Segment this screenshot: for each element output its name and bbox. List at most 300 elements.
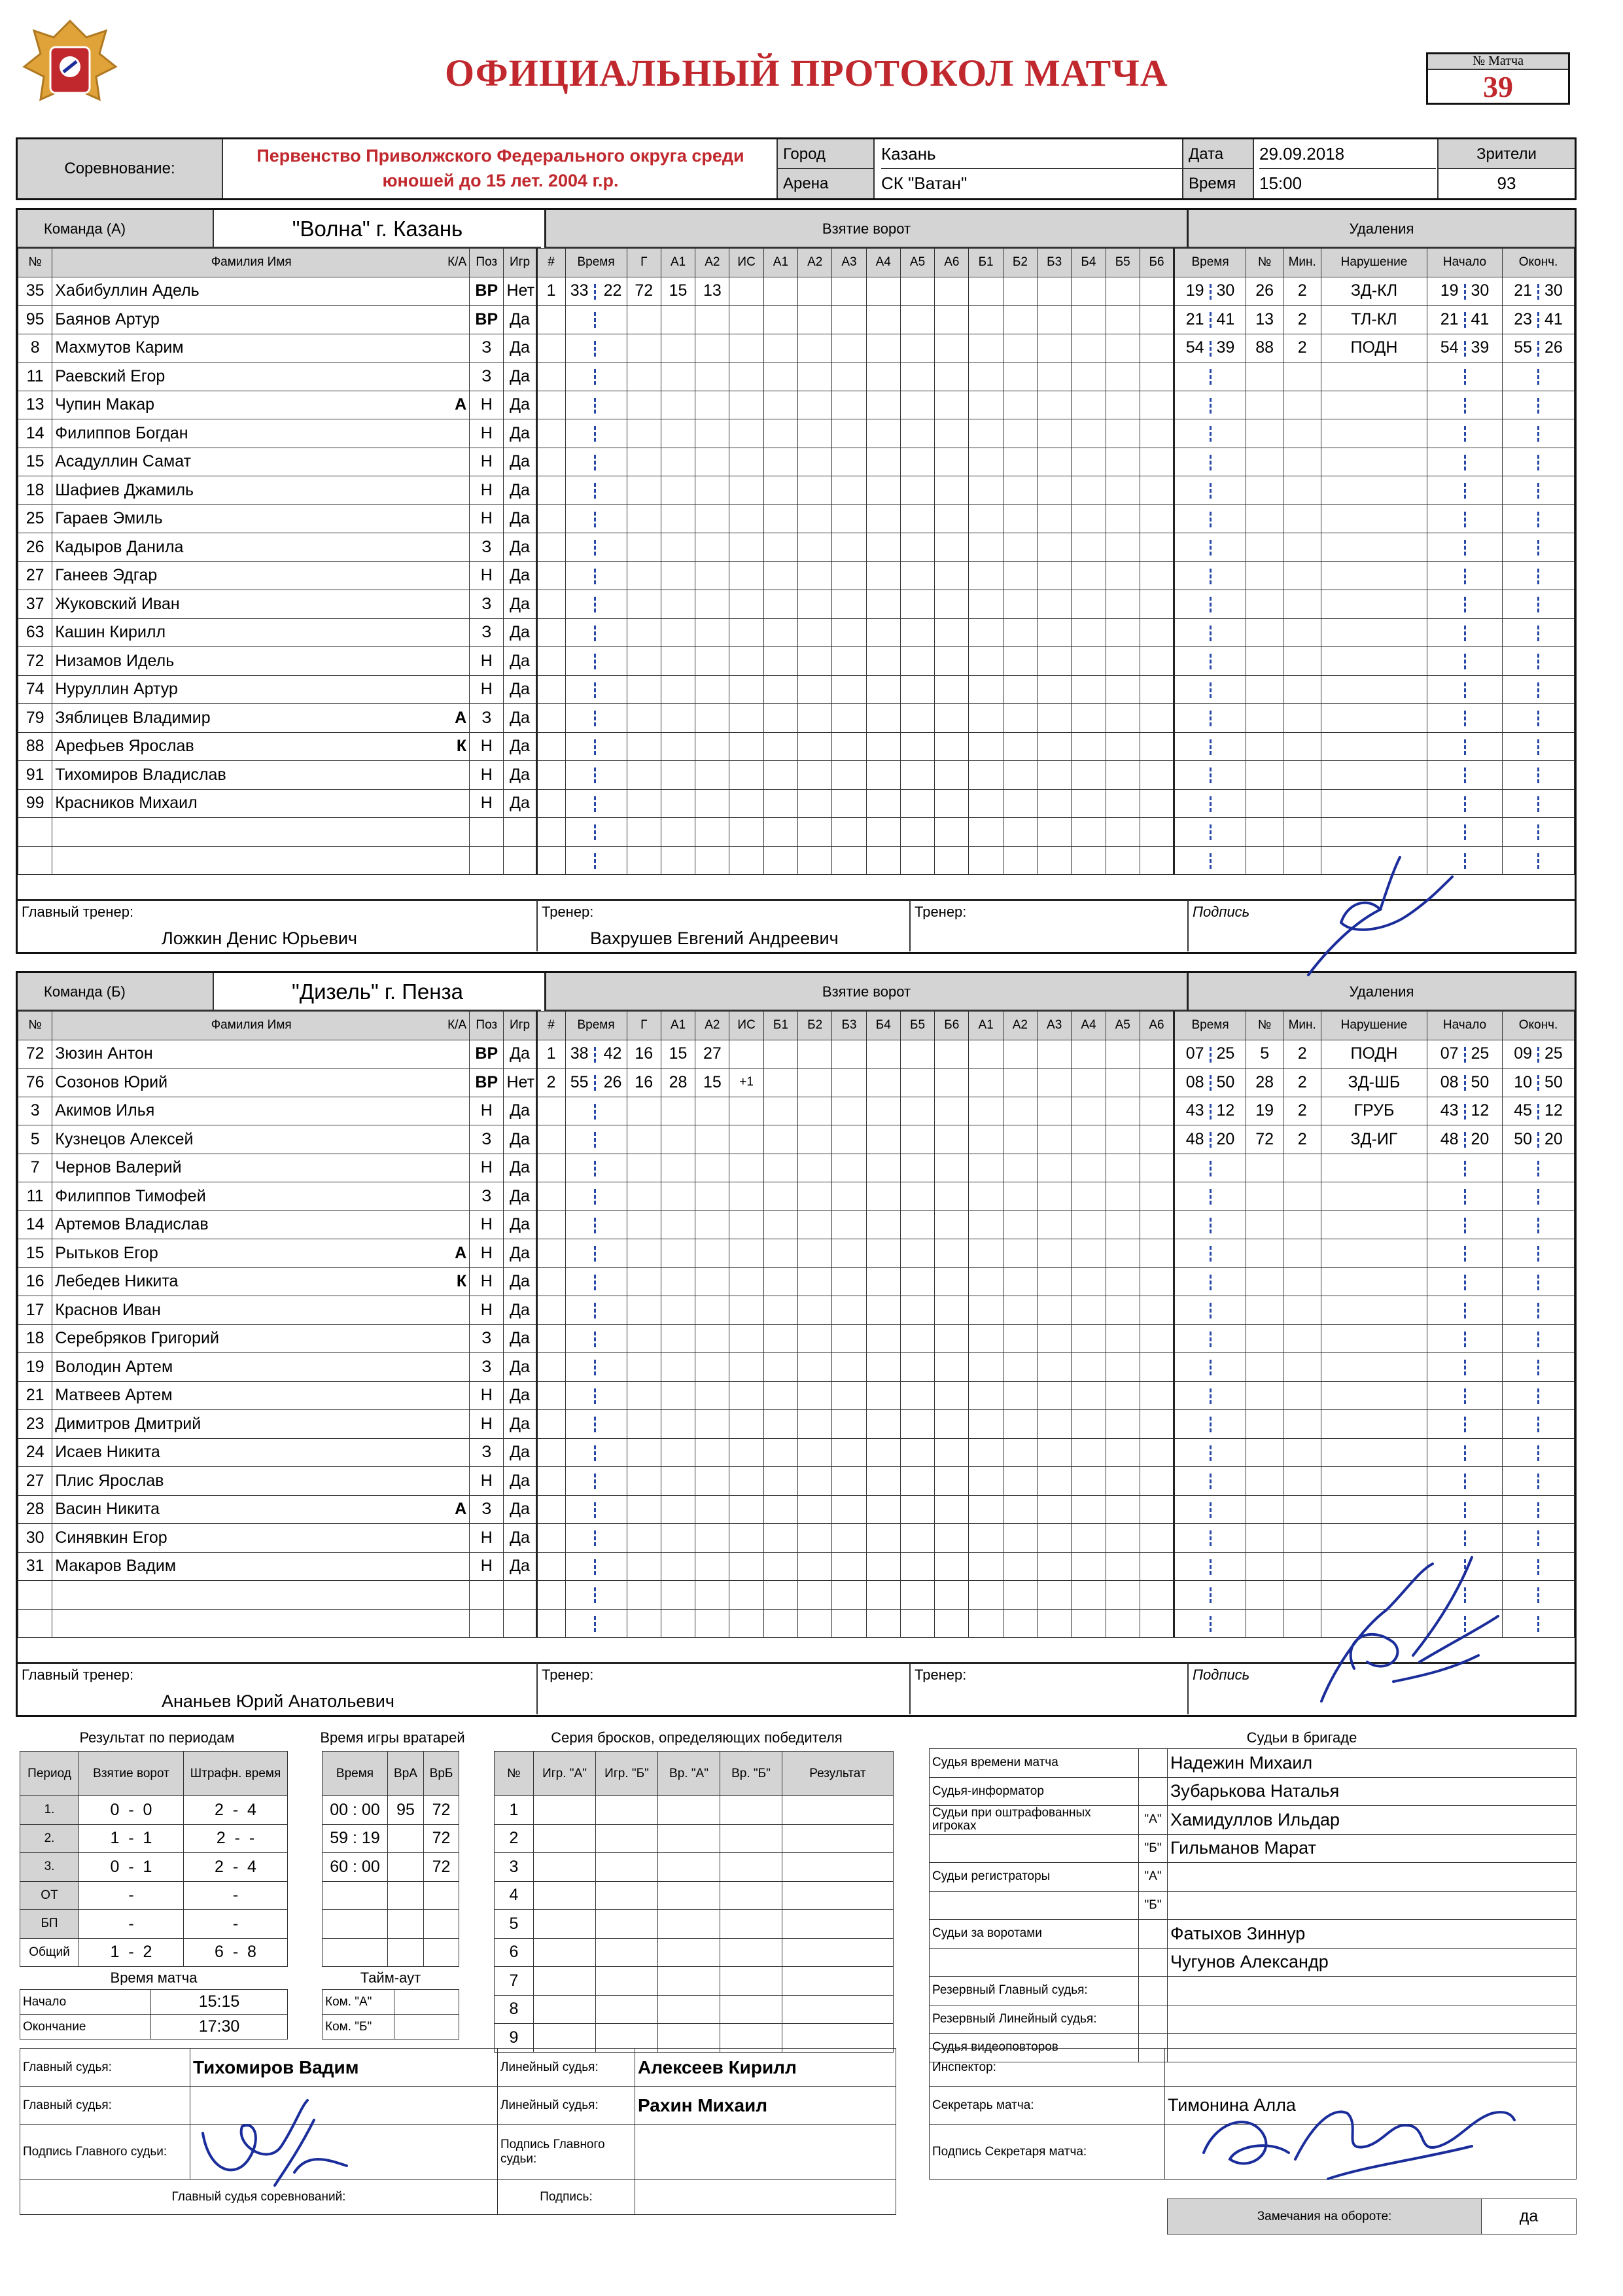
head-coach: Ананьев Юрий Анатольевич bbox=[162, 1693, 394, 1710]
player-number: 79 bbox=[18, 704, 52, 733]
penalty-minutes bbox=[1283, 533, 1321, 562]
penalty-violation: ПОДН bbox=[1321, 334, 1427, 362]
goal-situation bbox=[729, 1324, 763, 1353]
player-position: ВР bbox=[470, 1069, 504, 1097]
goalie-col-time: Время bbox=[323, 1752, 388, 1796]
penalty-violation: ЗД-ШБ bbox=[1321, 1069, 1427, 1097]
penalty-start bbox=[1427, 1410, 1503, 1439]
goal-situation bbox=[729, 1125, 763, 1154]
goal-assist-2 bbox=[695, 732, 729, 761]
periods-table bbox=[20, 1751, 288, 1967]
penalty-violation bbox=[1321, 1381, 1427, 1410]
shootout-no: 6 bbox=[495, 1938, 534, 1967]
team_a-row bbox=[18, 334, 1575, 362]
goal-scorer bbox=[627, 391, 661, 419]
team_a-row bbox=[18, 732, 1575, 761]
goalie-time: 60 : 00 bbox=[323, 1853, 388, 1882]
col-pen-0: Время bbox=[1174, 1012, 1246, 1040]
player-number: 5 bbox=[18, 1125, 52, 1154]
player-played: Да bbox=[504, 590, 536, 619]
penalty-violation: ТЛ-КЛ bbox=[1321, 306, 1427, 334]
goal-scorer: 16 bbox=[627, 1069, 661, 1097]
player-position: ВР bbox=[470, 1040, 504, 1069]
penalty-player bbox=[1246, 761, 1283, 790]
team_a-row bbox=[18, 618, 1575, 647]
goal-assist-2 bbox=[695, 1324, 729, 1353]
official-tag: "Б" bbox=[1139, 1891, 1168, 1920]
goal-situation bbox=[729, 1609, 763, 1638]
goalie-time bbox=[323, 1910, 388, 1939]
col-lineup-10: А5 bbox=[1106, 1012, 1140, 1040]
penalty-start bbox=[1427, 448, 1503, 476]
goal-time bbox=[565, 1296, 627, 1325]
col-played: Игр bbox=[504, 249, 536, 277]
goal-no bbox=[536, 1381, 565, 1410]
penalty-violation bbox=[1321, 647, 1427, 676]
penalty-start bbox=[1427, 818, 1503, 847]
col-pen-2: Мин. bbox=[1283, 249, 1321, 277]
shootout-col-5: Результат bbox=[782, 1752, 894, 1796]
goal-situation bbox=[729, 789, 763, 818]
player-played: Да bbox=[504, 1410, 536, 1439]
penalty-start bbox=[1427, 504, 1503, 533]
penalty-end bbox=[1503, 1324, 1575, 1353]
col-lineup-8: Б3 bbox=[1038, 249, 1072, 277]
penalty-violation bbox=[1321, 590, 1427, 619]
goal-assist-2: 27 bbox=[695, 1040, 729, 1069]
goal-assist-2 bbox=[695, 1125, 729, 1154]
player-position: Н bbox=[470, 1296, 504, 1325]
player-position: Н bbox=[470, 448, 504, 476]
penalty-time: 19 30 bbox=[1174, 277, 1246, 306]
penalty-end bbox=[1503, 504, 1575, 533]
player-name: Кузнецов Алексей bbox=[52, 1125, 470, 1154]
penalty-minutes bbox=[1283, 391, 1321, 419]
goal-assist-1 bbox=[661, 732, 695, 761]
team_a-label: Команда (А) bbox=[18, 210, 214, 248]
team_b-row bbox=[18, 1125, 1575, 1154]
period-pim: 2 - - bbox=[184, 1824, 288, 1853]
col-lineup-11: А6 bbox=[1140, 1012, 1174, 1040]
goalie-b bbox=[424, 1938, 459, 1967]
player-number: 11 bbox=[18, 1182, 52, 1211]
penalty-player bbox=[1246, 1467, 1283, 1496]
player-name: Лебедев Никита К bbox=[52, 1267, 470, 1296]
player-name: Жуковский Иван bbox=[52, 590, 470, 619]
team_a-row bbox=[18, 362, 1575, 391]
penalty-time bbox=[1174, 1410, 1246, 1439]
goal-time bbox=[565, 533, 627, 562]
official-row bbox=[930, 1806, 1577, 1835]
penalty-end bbox=[1503, 1381, 1575, 1410]
goal-assist-1 bbox=[661, 448, 695, 476]
period-pim: - bbox=[184, 1881, 288, 1910]
player-name: Плис Ярослав bbox=[52, 1467, 470, 1496]
player-played: Да bbox=[504, 704, 536, 733]
penalty-start: 21 41 bbox=[1427, 306, 1503, 334]
goal-situation bbox=[729, 675, 763, 704]
team_b-row bbox=[18, 1097, 1575, 1125]
penalty-minutes bbox=[1283, 419, 1321, 448]
team_b-row bbox=[18, 1267, 1575, 1296]
penalty-time: 07 25 bbox=[1174, 1040, 1246, 1069]
match-end-label: Окончание bbox=[20, 2015, 151, 2040]
penalty-start bbox=[1427, 533, 1503, 562]
official-name bbox=[1168, 1863, 1577, 1892]
penalty-violation bbox=[1321, 476, 1427, 505]
goal-scorer: 16 bbox=[627, 1040, 661, 1069]
penalty-end: 23 41 bbox=[1503, 306, 1575, 334]
goal-assist-2 bbox=[695, 789, 729, 818]
player-name: Раевский Егор bbox=[52, 362, 470, 391]
penalty-start bbox=[1427, 1296, 1503, 1325]
official-name bbox=[1168, 1977, 1577, 2005]
official-tag: "Б" bbox=[1139, 1834, 1168, 1863]
goal-situation bbox=[729, 533, 763, 562]
goal-time bbox=[565, 647, 627, 676]
goal-situation bbox=[729, 1296, 763, 1325]
penalty-violation bbox=[1321, 419, 1427, 448]
penalty-player: 88 bbox=[1246, 334, 1283, 362]
player-name: Рытьков Егор А bbox=[52, 1239, 470, 1268]
penalty-start bbox=[1427, 476, 1503, 505]
goal-assist-1 bbox=[661, 1125, 695, 1154]
penalty-player: 26 bbox=[1246, 277, 1283, 306]
col-name: Фамилия Имя К/А bbox=[52, 249, 470, 277]
goal-no: 1 bbox=[536, 1040, 565, 1069]
official-row bbox=[930, 1834, 1577, 1863]
player-position: Н bbox=[470, 476, 504, 505]
goal-situation bbox=[729, 1267, 763, 1296]
goal-assist-2 bbox=[695, 846, 729, 875]
penalty-player: 13 bbox=[1246, 306, 1283, 334]
shootout-col-3: Вр. "А" bbox=[658, 1752, 720, 1796]
goal-situation bbox=[729, 1495, 763, 1524]
goal-time bbox=[565, 362, 627, 391]
goalie-b bbox=[424, 1910, 459, 1939]
team_a-trainer2-box bbox=[911, 899, 1189, 951]
goal-scorer bbox=[627, 1239, 661, 1268]
goal-time bbox=[565, 1609, 627, 1638]
penalty-end bbox=[1503, 618, 1575, 647]
periods-col-goals: Взятие ворот bbox=[79, 1752, 184, 1796]
player-name: Краснов Иван bbox=[52, 1296, 470, 1325]
penalty-end bbox=[1503, 1154, 1575, 1182]
goal-assist-1 bbox=[661, 1467, 695, 1496]
chief-sign-label: Подпись: bbox=[498, 2180, 635, 2215]
player-position: ВР bbox=[470, 306, 504, 334]
team_b-row bbox=[18, 1324, 1575, 1353]
goal-scorer bbox=[627, 846, 661, 875]
player-name: Кашин Кирилл bbox=[52, 618, 470, 647]
goal-time bbox=[565, 1154, 627, 1182]
penalty-end bbox=[1503, 533, 1575, 562]
player-position: Н bbox=[470, 761, 504, 790]
goal-assist-1 bbox=[661, 533, 695, 562]
team_b-row bbox=[18, 1438, 1575, 1467]
goal-assist-1 bbox=[661, 1353, 695, 1382]
period-pim: 2 - 4 bbox=[184, 1796, 288, 1825]
goal-time bbox=[565, 1524, 627, 1553]
goal-assist-2 bbox=[695, 818, 729, 847]
goal-situation bbox=[729, 846, 763, 875]
goal-time bbox=[565, 1097, 627, 1125]
penalty-violation bbox=[1321, 1324, 1427, 1353]
player-name: Тихомиров Владислав bbox=[52, 761, 470, 790]
penalty-start bbox=[1427, 362, 1503, 391]
penalty-violation bbox=[1321, 504, 1427, 533]
penalty-time bbox=[1174, 590, 1246, 619]
penalty-time bbox=[1174, 419, 1246, 448]
goal-time bbox=[565, 818, 627, 847]
team_b-row bbox=[18, 1069, 1575, 1097]
penalty-time: 08 50 bbox=[1174, 1069, 1246, 1097]
player-position: З bbox=[470, 1495, 504, 1524]
penalty-time bbox=[1174, 504, 1246, 533]
penalty-player bbox=[1246, 448, 1283, 476]
goal-no bbox=[536, 1524, 565, 1553]
goal-assist-1 bbox=[661, 1154, 695, 1182]
goal-assist-2: 13 bbox=[695, 277, 729, 306]
goal-scorer bbox=[627, 618, 661, 647]
goal-assist-2 bbox=[695, 1381, 729, 1410]
goal-scorer bbox=[627, 419, 661, 448]
goal-scorer bbox=[627, 1609, 661, 1638]
team_a-trainer-box bbox=[538, 899, 911, 951]
goal-assist-1 bbox=[661, 846, 695, 875]
sign-main-referee-label: Подпись Главного судьи: bbox=[20, 2125, 190, 2180]
player-name bbox=[52, 818, 470, 847]
official-name: Надежин Михаил bbox=[1168, 1749, 1577, 1778]
player-number: 11 bbox=[18, 362, 52, 391]
player-number: 23 bbox=[18, 1410, 52, 1439]
player-position: Н bbox=[470, 675, 504, 704]
penalty-time bbox=[1174, 1353, 1246, 1382]
player-position bbox=[470, 818, 504, 847]
player-position: З bbox=[470, 1125, 504, 1154]
player-name: Асадуллин Самат bbox=[52, 448, 470, 476]
remarks-value: да bbox=[1482, 2199, 1577, 2234]
head-coach: Ложкин Денис Юрьевич bbox=[162, 930, 357, 947]
player-played: Да bbox=[504, 1182, 536, 1211]
col-goal-3: А1 bbox=[661, 1012, 695, 1040]
penalty-end bbox=[1503, 476, 1575, 505]
penalty-player bbox=[1246, 1239, 1283, 1268]
penalty-end bbox=[1503, 675, 1575, 704]
goal-assist-1 bbox=[661, 504, 695, 533]
penalty-minutes bbox=[1283, 732, 1321, 761]
goal-time bbox=[565, 590, 627, 619]
col-goal-4: А2 bbox=[695, 249, 729, 277]
goal-assist-2 bbox=[695, 1609, 729, 1638]
player-played: Да bbox=[504, 476, 536, 505]
penalty-player bbox=[1246, 590, 1283, 619]
penalty-violation bbox=[1321, 1353, 1427, 1382]
goal-no bbox=[536, 1353, 565, 1382]
penalty-end bbox=[1503, 647, 1575, 676]
player-number: 31 bbox=[18, 1552, 52, 1581]
goal-no bbox=[536, 1154, 565, 1182]
penalty-end bbox=[1503, 561, 1575, 590]
player-played: Да bbox=[504, 618, 536, 647]
penalty-minutes bbox=[1283, 476, 1321, 505]
player-number: 16 bbox=[18, 1267, 52, 1296]
goal-no bbox=[536, 1495, 565, 1524]
goal-assist-2 bbox=[695, 618, 729, 647]
sign-secretary-label: Подпись Секретаря матча: bbox=[930, 2125, 1165, 2180]
penalty-end: 10 50 bbox=[1503, 1069, 1575, 1097]
period-row bbox=[20, 1824, 288, 1853]
goal-assist-2 bbox=[695, 533, 729, 562]
col-lineup-11: Б6 bbox=[1140, 249, 1174, 277]
penalty-time bbox=[1174, 448, 1246, 476]
player-played: Да bbox=[504, 1040, 536, 1069]
penalty-start bbox=[1427, 761, 1503, 790]
goal-scorer bbox=[627, 1267, 661, 1296]
penalty-player bbox=[1246, 504, 1283, 533]
col-pen-4: Начало bbox=[1427, 249, 1503, 277]
shootout-title: Серия бросков, определяющих победителя bbox=[551, 1731, 843, 1745]
penalty-start bbox=[1427, 1467, 1503, 1496]
player-name: Чупин Макар А bbox=[52, 391, 470, 419]
penalty-violation bbox=[1321, 818, 1427, 847]
player-position: ВР bbox=[470, 277, 504, 306]
penalty-violation bbox=[1321, 1410, 1427, 1439]
penalty-violation bbox=[1321, 1239, 1427, 1268]
secretary: Тимонина Алла bbox=[1165, 2087, 1577, 2125]
penalty-end bbox=[1503, 846, 1575, 875]
official-tag bbox=[1139, 2005, 1168, 2034]
penalty-end: 09 25 bbox=[1503, 1040, 1575, 1069]
col-pos: Поз bbox=[470, 1012, 504, 1040]
player-name: Шафиев Джамиль bbox=[52, 476, 470, 505]
goal-assist-2: 15 bbox=[695, 1069, 729, 1097]
penalty-start bbox=[1427, 1353, 1503, 1382]
penalty-violation bbox=[1321, 1495, 1427, 1524]
team_b-label: Команда (Б) bbox=[18, 973, 214, 1011]
official-tag bbox=[1139, 1977, 1168, 2005]
goal-assist-1 bbox=[661, 561, 695, 590]
goal-scorer bbox=[627, 789, 661, 818]
goal-assist-2 bbox=[695, 1267, 729, 1296]
penalty-minutes bbox=[1283, 1381, 1321, 1410]
col-played: Игр bbox=[504, 1012, 536, 1040]
player-name: Исаев Никита bbox=[52, 1438, 470, 1467]
goal-time bbox=[565, 1381, 627, 1410]
shootout-col-2: Игр. "Б" bbox=[596, 1752, 658, 1796]
col-lineup-0: А1 bbox=[763, 249, 797, 277]
col-lineup-0: Б1 bbox=[763, 1012, 797, 1040]
sign-main-referee-2-label: Подпись Главного судьи: bbox=[498, 2125, 635, 2180]
player-position bbox=[470, 1581, 504, 1610]
goal-situation bbox=[729, 1410, 763, 1439]
penalty-player bbox=[1246, 391, 1283, 419]
goal-assist-1 bbox=[661, 1182, 695, 1211]
col-goal-5: ИС bbox=[729, 249, 763, 277]
team_a-row bbox=[18, 704, 1575, 733]
player-played: Да bbox=[504, 1296, 536, 1325]
player-name bbox=[52, 1581, 470, 1610]
player-position: Н bbox=[470, 391, 504, 419]
player-number: 25 bbox=[18, 504, 52, 533]
goal-no bbox=[536, 1552, 565, 1581]
penalty-minutes: 2 bbox=[1283, 277, 1321, 306]
player-name: Гараев Эмиль bbox=[52, 504, 470, 533]
goalie-a bbox=[388, 1938, 424, 1967]
competition-label: Соревнование: bbox=[18, 139, 223, 198]
player-number: 13 bbox=[18, 391, 52, 419]
player-position: Н bbox=[470, 504, 504, 533]
penalty-start bbox=[1427, 590, 1503, 619]
player-name: Махмутов Карим bbox=[52, 334, 470, 362]
goal-time bbox=[565, 391, 627, 419]
goal-scorer bbox=[627, 306, 661, 334]
team_a-row bbox=[18, 675, 1575, 704]
team_a-penalties-header: Удаления bbox=[1189, 210, 1575, 248]
penalty-start bbox=[1427, 391, 1503, 419]
penalty-time bbox=[1174, 1381, 1246, 1410]
goal-no bbox=[536, 1210, 565, 1239]
player-position bbox=[470, 846, 504, 875]
penalty-end bbox=[1503, 1267, 1575, 1296]
penalty-minutes bbox=[1283, 504, 1321, 533]
match-start: 15:15 bbox=[151, 1990, 288, 2015]
penalty-violation bbox=[1321, 1210, 1427, 1239]
inspector bbox=[1165, 2049, 1577, 2087]
official-name: Гильманов Марат bbox=[1168, 1834, 1577, 1863]
goalie-a bbox=[388, 1853, 424, 1882]
periods-col-period: Период bbox=[20, 1752, 79, 1796]
player-played: Да bbox=[504, 561, 536, 590]
goal-assist-1 bbox=[661, 1296, 695, 1325]
col-pos: Поз bbox=[470, 249, 504, 277]
goal-scorer bbox=[627, 533, 661, 562]
player-number: 21 bbox=[18, 1381, 52, 1410]
penalty-violation bbox=[1321, 533, 1427, 562]
goal-scorer bbox=[627, 1182, 661, 1211]
col-goal-1: Время bbox=[565, 1012, 627, 1040]
goal-assist-1 bbox=[661, 675, 695, 704]
period-goals: - bbox=[79, 1881, 184, 1910]
penalty-end bbox=[1503, 1524, 1575, 1553]
player-number: 72 bbox=[18, 647, 52, 676]
goal-assist-2 bbox=[695, 1097, 729, 1125]
city-label: Город bbox=[777, 139, 875, 169]
goal-no bbox=[536, 391, 565, 419]
penalty-end: 50 20 bbox=[1503, 1125, 1575, 1154]
penalty-end bbox=[1503, 818, 1575, 847]
penalty-player bbox=[1246, 732, 1283, 761]
player-position: З bbox=[470, 618, 504, 647]
player-name: Макаров Вадим bbox=[52, 1552, 470, 1581]
player-played: Да bbox=[504, 391, 536, 419]
period-name: 3. bbox=[20, 1853, 79, 1882]
penalty-violation bbox=[1321, 704, 1427, 733]
goal-situation bbox=[729, 1353, 763, 1382]
goalie-b: 72 bbox=[424, 1796, 459, 1825]
player-played: Да bbox=[504, 419, 536, 448]
goal-no: 2 bbox=[536, 1069, 565, 1097]
goal-no: 1 bbox=[536, 277, 565, 306]
team_a-row bbox=[18, 448, 1575, 476]
player-number: 7 bbox=[18, 1154, 52, 1182]
goal-assist-1 bbox=[661, 1239, 695, 1268]
goal-time bbox=[565, 1239, 627, 1268]
match-number-box bbox=[1426, 52, 1570, 105]
period-goals: 1 - 1 bbox=[79, 1824, 184, 1853]
penalty-player: 19 bbox=[1246, 1097, 1283, 1125]
goal-assist-1 bbox=[661, 1524, 695, 1553]
